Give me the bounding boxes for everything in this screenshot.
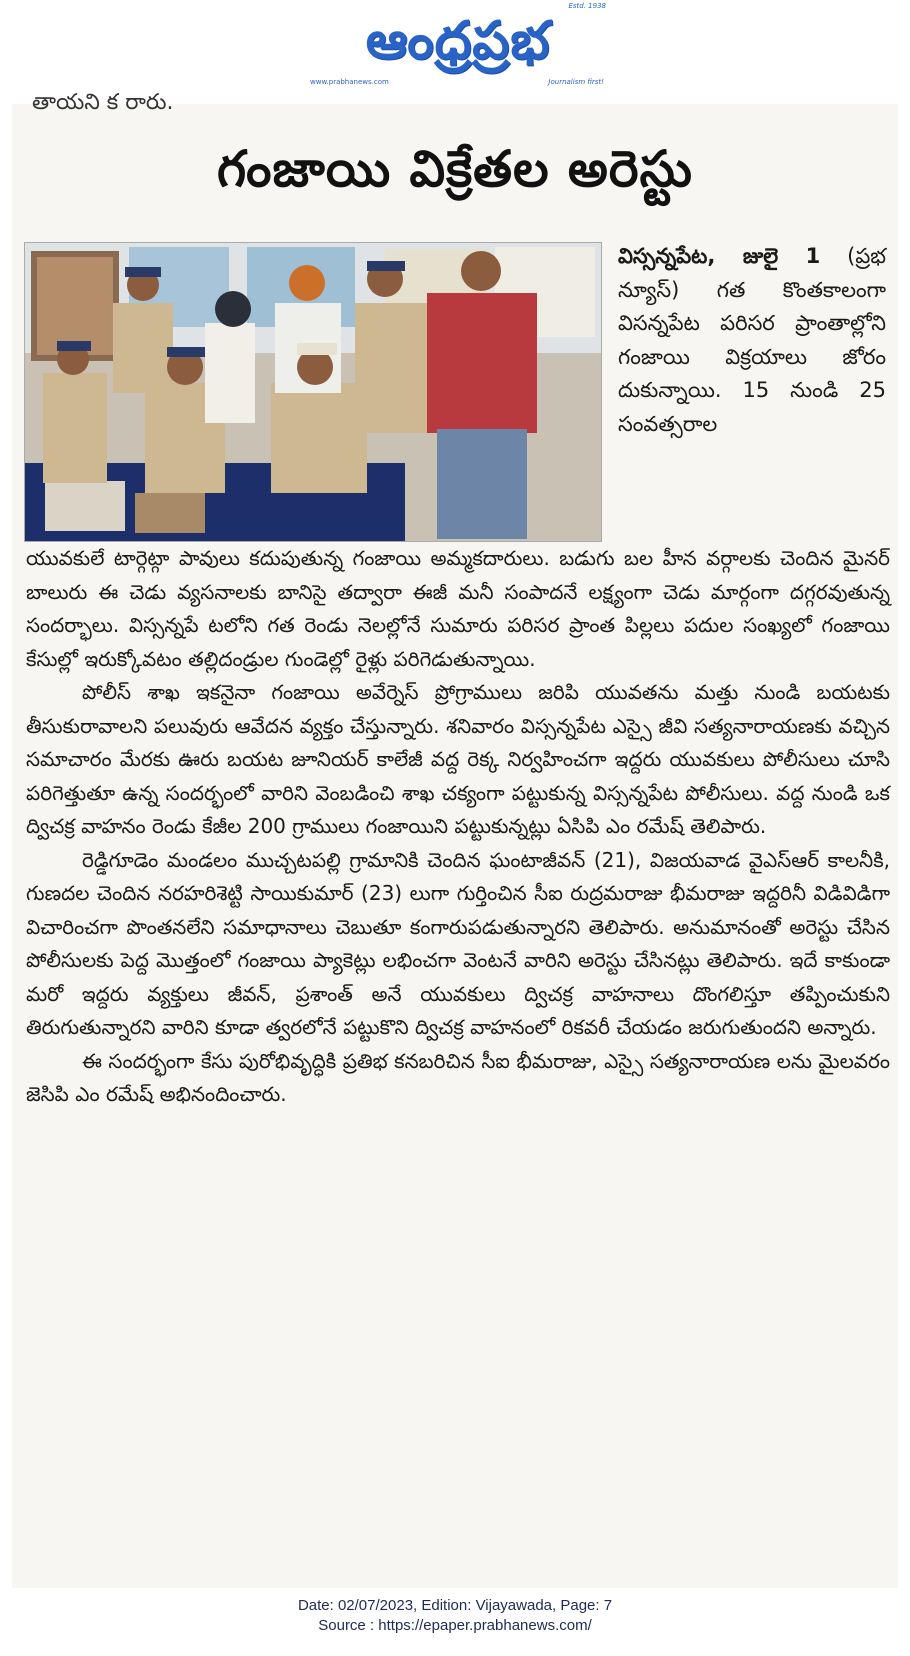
logo-url: www.prabhanews.com [310,78,389,86]
article-lead [618,240,886,441]
article-paragraph: రెడ్డిగూడెం మండలం ముచ్చటపల్లి గ్రామానికి చెందిన ఘంటాజీవన్ (21), విజయవాడ వైఎస్ఆర్ కాలనీకి, గుణదల చెందిన నరహరిశెట్టి సాయికుమార్ (23) లుగా గుర్తించిన సీఐ రుద్రమరాజు భీమరాజు ఇద్దరినీ విడివిడిగా విచారించగా పొంతనలేని సమాధానాలు చెబుతూ కంగారుపడుతున్నారని తెలిపారు. అనుమానంతో అరెస్టు చేసిన పోలీసులకు పెద్ద మొత్తంలో గంజాయి ప్యాకెట్లు లభించగా వెంటనే వారిని అరెస్టు చేసినట్లు తెలిపారు. ఇదే కాకుండా మరో ఇద్దరు వ్యక్తులు జీవన్, ప్రశాంత్ అనే యువకులు ద్విచక్ర వాహనాలు దొంగలిస్తూ తప్పించుకుని తిరుగుతున్నారని వారిని కూడా త్వరలోనే పట్టుకొని ద్విచక్ర వాహనంలో రికవరీ చేయడం జరుగుతుందని అన్నారు. [26,847,890,1039]
newspaper-logo[interactable] [308,2,608,92]
edition-info: Date: 02/07/2023, Edition: Vijayawada, Page: 7 [297,1597,613,1614]
logo-wordmark: ఆంధ్రప్రభ [365,11,551,71]
masthead [0,0,910,104]
source-link[interactable]: Source : https://epaper.prabhanews.com/ [318,1617,592,1634]
article-lead-text: (ప్రభ న్యూస్) గత కొంతకాలంగా విసన్నపేట పరిసర ప్రాంతాల్లోని గంజాయి విక్రయాలు జోరం దుకున్నాయి. 15 నుండి 25 సంవత్సరాల [618,244,886,436]
article-dateline: విస్సన్నపేట, జులై 1 [618,244,821,268]
news-clipping [12,90,898,1588]
article-paragraph: పోలీస్ శాఖ ఇకనైనా గంజాయి అవేర్నెస్ ప్రోగ్రాములు జరిపి యువతను మత్తు నుండి బయటకు తీసుకురావాలని పలువురు ఆవేదన వ్యక్తం చేస్తున్నారు. శనివారం విస్సన్నపేట ఎస్సై జీవి సత్యనారాయణకు వచ్చిన సమాచారం మేరకు ఊరు బయట జూనియర్ కాలేజీ వద్ద రెక్క నిర్వహించగా ఇద్దరు యువకులు పోలీసులు చూసి పరిగెత్తుతూ ఉన్న సందర్భంలో వారిని వెంబడించి శాఖ చక్యంగా పట్టుకున్న విస్సన్నపేట పోలీసులు. వద్ద నుండి ఒక ద్విచక్ర వాహనం రెండు కేజీల 200 గ్రాములు గంజాయిని పట్టుకున్నట్లు ఏసిపి ఎం రమేష్ తెలిపారు. [26,680,890,838]
previous-article-fragment: తాయని క రారు. [32,90,174,115]
logo-established: Estd. 1938 [568,2,606,10]
article-paragraph: యువకులే టార్గెట్గా పావులు కదుపుతున్న గంజాయి అమ్మకదారులు. బడుగు బల హీన వర్గాలకు చెందిన మైనర్ బాలురు ఈ చెడు వ్యసనాలకు బానిసై తద్వారా ఈజీ మనీ సంపాదనే లక్ష్యంగా చెడు మార్గంగా దగ్గరవుతున్న సందర్భాలు. విస్సన్నపే టలోని గత రెండు నెలల్లోనే సుమారు పరిసర ప్రాంత పిల్లలు పదుల సంఖ్యలో గంజాయి కేసుల్లో ఇరుక్కోవటం తల్లిదండ్రుల గుండెల్లో రైళ్లు పరిగెడుతున్నాయి. [26,546,890,671]
clipping-footer [0,1596,910,1636]
article-headline: గంజాయి విక్రేతల అరెస్టు [217,140,693,198]
article-paragraph: ఈ సందర్భంగా కేసు పురోభివృద్ధికి ప్రతిభ కనబరిచిన సీఐ భీమరాజు, ఎస్సై సత్యనారాయణ లను మైలవరం జెసిపి ఎం రమేష్ అభినందించారు. [26,1048,890,1106]
article-photo [24,242,602,542]
logo-tagline: Journalism first! [548,78,604,86]
police-group-photo [25,243,601,541]
article-body [26,542,890,1112]
